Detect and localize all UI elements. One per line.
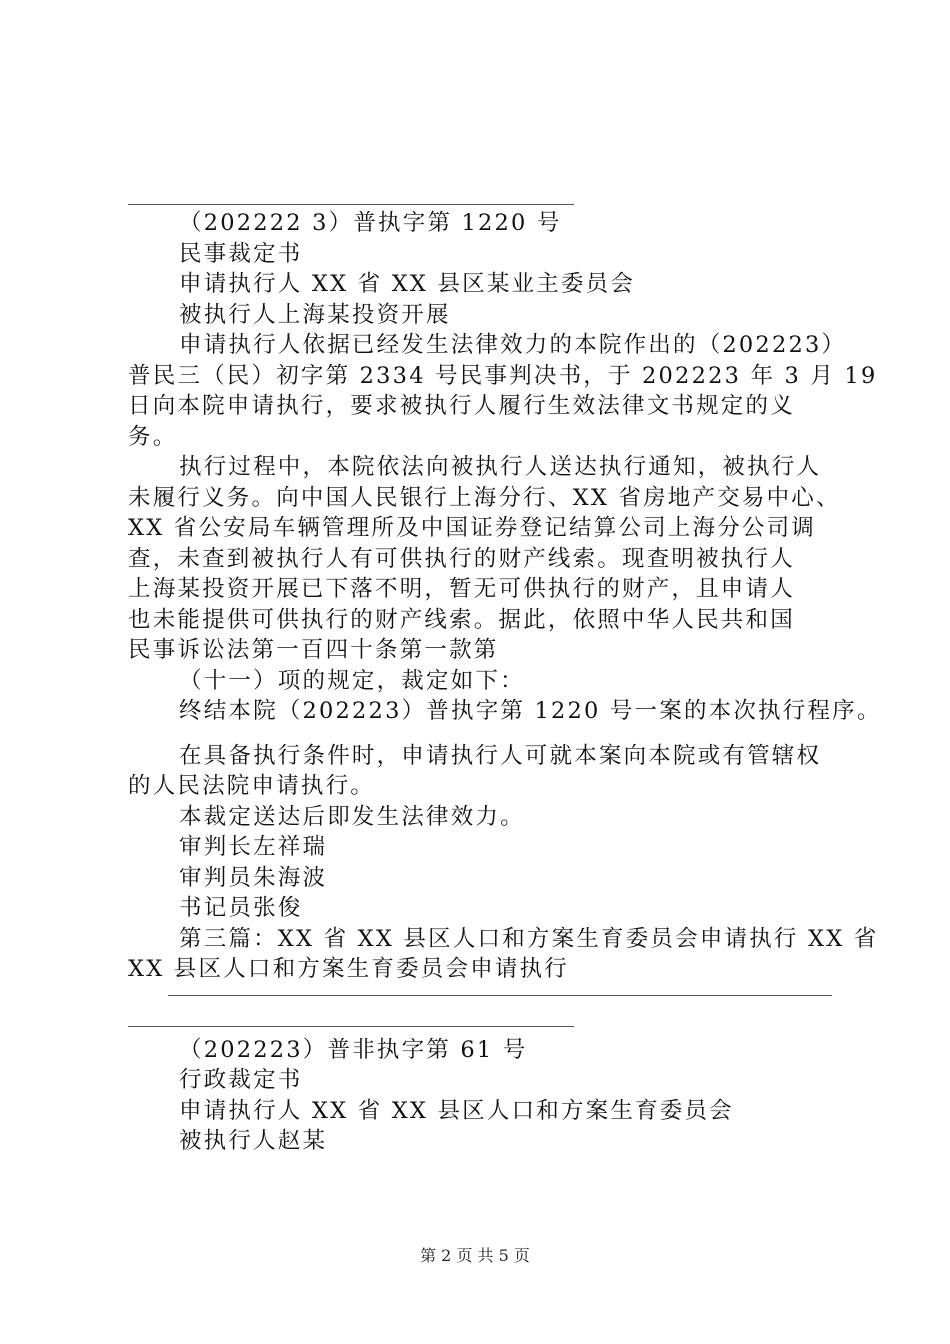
text-line: 本裁定送达后即发生法律效力。: [179, 803, 525, 830]
text-line: 民事裁定书: [179, 240, 303, 267]
text-line: 上海某投资开展已下落不明，暂无可供执行的财产，且申请人: [128, 576, 795, 602]
text-line: 审判长左祥瑞: [179, 834, 328, 860]
text-line: 被执行人上海某投资开展: [179, 301, 451, 328]
text-line: 未履行义务。向中国人民银行上海分行、XX 省房地产交易中心、: [128, 484, 841, 511]
text-line: 被执行人赵某: [179, 1128, 328, 1154]
text-line: 终结本院（202223）普执字第 1220 号一案的本次执行程序。: [179, 698, 882, 724]
text-line: 申请执行人 XX 省 XX 县区人口和方案生育委员会: [179, 1097, 734, 1124]
text-line: 第三篇：XX 省 XX 县区人口和方案生育委员会申请执行 XX 省: [179, 925, 879, 952]
text-line: 行政裁定书: [179, 1067, 303, 1093]
text-line: 审判员朱海波: [179, 864, 328, 891]
text-line: （202223）普非执字第 61 号: [179, 1036, 528, 1063]
page-footer: 第 2 页 共 5 页: [420, 1246, 530, 1265]
text-line: XX 省公安局车辆管理所及中国证券登记结算公司上海分公司调: [128, 515, 816, 541]
text-line: 也未能提供可供执行的财产线索。据此，依照中华人民共和国: [128, 606, 795, 633]
separator-line: [128, 204, 574, 205]
text-line: 日向本院申请执行，要求被执行人履行生效法律文书规定的义: [128, 393, 795, 419]
text-line: 普民三（民）初字第 2334 号民事判决书，于 202223 年 3 月 19: [128, 362, 878, 389]
text-line: 查，未查到被执行人有可供执行的财产线索。现查明被执行人: [128, 545, 795, 572]
text-line: 的人民法院申请执行。: [128, 773, 376, 799]
text-line: 申请执行人 XX 省 XX 县区某业主委员会: [179, 271, 636, 297]
text-line: 书记员张俊: [179, 895, 303, 921]
separator-line: [128, 1026, 574, 1027]
text-line: 在具备执行条件时，申请执行人可就本案向本院或有管辖权: [179, 742, 822, 769]
text-line: （202222 3）普执字第 1220 号: [179, 210, 562, 236]
text-line: 务。: [128, 423, 178, 450]
text-line: （十一）项的规定，裁定如下：: [179, 667, 525, 694]
separator-line: [168, 995, 832, 996]
text-line: 申请执行人依据已经发生法律效力的本院作出的（202223）: [179, 332, 847, 358]
text-line: 执行过程中，本院依法向被执行人送达执行通知，被执行人: [179, 454, 822, 480]
text-line: XX 县区人口和方案生育委员会申请执行: [128, 956, 569, 982]
text-line: 民事诉讼法第一百四十条第一款第: [128, 637, 499, 663]
